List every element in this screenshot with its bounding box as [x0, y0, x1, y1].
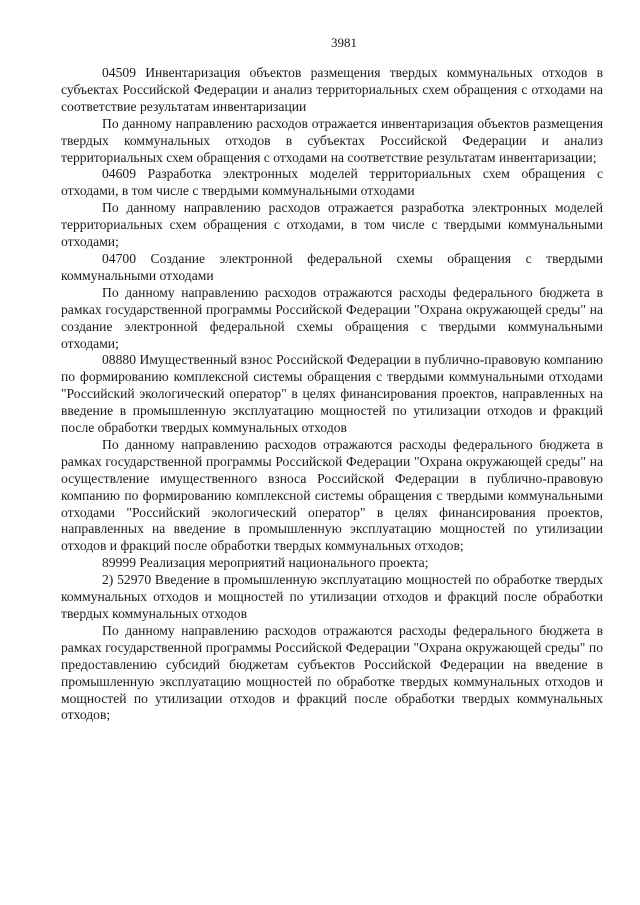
- paragraph-52970-heading: 2) 52970 Введение в промышленную эксплуатацию мощностей по обработке твердых коммунальных отходов и мощностей по утилизации отходов и фракций после обработки твердых коммунальных отходов: [61, 572, 603, 621]
- paragraph-89999-heading: 89999 Реализация мероприятий национального проекта;: [102, 555, 429, 571]
- paragraph-04700-heading: 04700 Создание электронной федеральной схемы обращения с твердыми коммунальными отходами: [61, 250, 603, 283]
- paragraph-04509-description: По данному направлению расходов отражается инвентаризация объектов размещения твердых коммунальных отходов в субъектах Российской Федерации и анализ территориальных схем обращения с отходами на соответствие результатам инвентаризации;: [61, 115, 603, 165]
- paragraph-52970-description: По данному направлению расходов отражаются расходы федерального бюджета в рамках государственной программы Российской Федерации "Охрана окружающей среды" по предоставлению субсидий бюджетам субъектов Российской Федерации на введение в промышленную эксплуатацию мощностей по обработке твердых коммунальных отходов и мощностей по утилизации отходов и фракций после обработки твердых коммунальных отходов;: [61, 622, 603, 723]
- paragraph-04609-heading: 04609 Разработка электронных моделей территориальных схем обращения с отходами, в том числе с твердыми коммунальными отходами: [61, 166, 603, 199]
- paragraph-04509-heading: 04509 Инвентаризация объектов размещения твердых коммунальных отходов в субъектах Российской Федерации и анализ территориальных схем обращения с отходами на соответствие результатам инвентаризации: [61, 65, 603, 114]
- paragraph-08880-heading: 08880 Имущественный взнос Российской Федерации в публично-правовую компанию по формированию комплексной системы обращения с твердыми коммунальными отходами "Российский экологический оператор" в целях финансирования проектов, направленных на введение в промышленную эксплуатацию мощностей по утилизации отходов и фракций после обработки твердых коммунальных отходов: [61, 352, 603, 436]
- paragraph-08880-description: По данному направлению расходов отражаются расходы федерального бюджета в рамках государственной программы Российской Федерации "Охрана окружающей среды" на осуществление имущественного взноса Российской Федерации в публично-правовую компанию по формированию комплексной системы обращения с твердыми коммунальными отходами "Российский экологический оператор" в целях финансирования проектов, направленных на введение в промышленную эксплуатацию мощностей по утилизации отходов и фракций после обработки твердых коммунальных отходов;: [61, 436, 603, 554]
- paragraph-04700-description: По данному направлению расходов отражаются расходы федерального бюджета в рамках государственной программы Российской Федерации "Охрана окружающей среды" на создание электронной федеральной схемы обращения с твердыми коммунальными отходами;: [61, 284, 603, 351]
- page-number: 3981: [331, 35, 357, 50]
- paragraph-04609-description: По данному направлению расходов отражается разработка электронных моделей территориальных схем обращения с отходами, в том числе с твердыми коммунальными отходами;: [61, 200, 603, 250]
